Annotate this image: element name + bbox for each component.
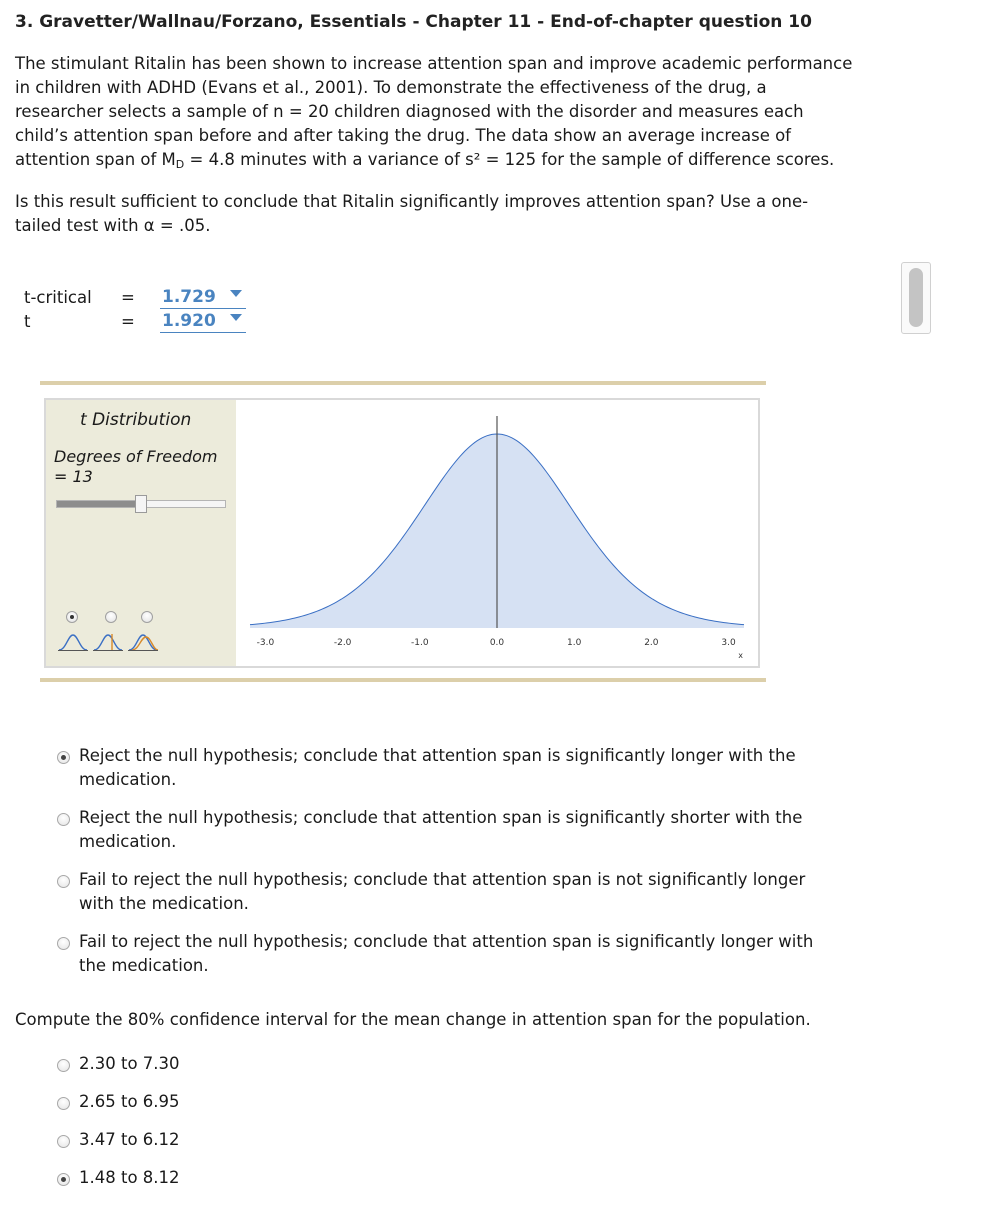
ci-option-radio[interactable]: [57, 1135, 70, 1148]
view-radio-normal[interactable]: [66, 611, 78, 623]
x-axis-ticks: [257, 638, 744, 660]
question-title: 3. Gravetter/Wallnau/Forzano, Essentials - Chapter 11 - End-of-chapter question 10: [15, 12, 812, 32]
ci-option-radio[interactable]: [57, 1097, 70, 1110]
question-line: The stimulant Ritalin has been shown to increase attention span and improve academic performance: [15, 54, 853, 73]
compare-curves-icon[interactable]: [93, 632, 123, 652]
x-tick-label: 2.0: [644, 638, 659, 648]
ci-option-label[interactable]: 3.47 to 6.12: [79, 1130, 180, 1149]
question-line: in children with ADHD (Evans et al., 2001). To demonstrate the effectiveness of the drug, a: [15, 78, 767, 97]
ci-option-radio[interactable]: [57, 1059, 70, 1072]
widget-bottom-rule: [40, 678, 766, 682]
subscript-d: D: [175, 158, 185, 171]
option-line: Fail to reject the null hypothesis; conclude that attention span is significantly longer with: [79, 932, 814, 951]
hypothesis-option-label[interactable]: [79, 930, 813, 978]
df-label: Degrees of Freedom: [54, 447, 218, 466]
x-tick-label: -3.0: [256, 638, 275, 648]
question-line-part: = 4.8 minutes with a variance of s² = 125 for the sample of difference scores.: [184, 150, 835, 169]
t-value: 1.920: [162, 311, 216, 331]
hypothesis-option-label[interactable]: [79, 806, 802, 854]
widget-title: t Distribution: [80, 410, 192, 430]
equals-sign: =: [121, 288, 135, 307]
x-tick-label: -1.0: [411, 638, 429, 648]
t-distribution-widget: [44, 398, 760, 668]
df-slider-handle[interactable]: [135, 495, 147, 513]
question-line: [15, 148, 852, 177]
question-line-part: attention span of M: [15, 150, 176, 169]
hypothesis-option-label[interactable]: [79, 868, 805, 916]
x-tick-label: 3.0: [721, 638, 736, 648]
option-line: Reject the null hypothesis; conclude that attention span is significantly longer with the: [79, 746, 796, 765]
question-line: Is this result sufficient to conclude that Ritalin significantly improves attention span? Use a one-: [15, 192, 809, 211]
equals-sign: =: [121, 312, 135, 331]
scrollbar-thumb[interactable]: [909, 268, 923, 327]
x-tick-label: 0.0: [489, 638, 505, 648]
t-distribution-chart: [236, 400, 758, 666]
x-axis-label: x: [738, 651, 743, 660]
question-prompt: [15, 190, 808, 238]
t-critical-label: t-critical: [24, 288, 92, 307]
hypothesis-option-radio[interactable]: [57, 937, 70, 950]
df-value: = 13: [54, 467, 93, 486]
question-text: [15, 52, 852, 177]
overlay-curves-icon[interactable]: [128, 632, 158, 652]
hypothesis-option-label[interactable]: [79, 744, 796, 792]
normal-curve-icon[interactable]: [58, 632, 88, 652]
hypothesis-option-radio[interactable]: [57, 875, 70, 888]
ci-option-label[interactable]: 2.30 to 7.30: [79, 1054, 180, 1073]
option-line: Fail to reject the null hypothesis; conclude that attention span is not significantly longer: [79, 870, 806, 889]
degrees-of-freedom-label: [54, 447, 218, 487]
question-line: child’s attention span before and after taking the drug. The data show an average increase of: [15, 126, 791, 145]
question-line: researcher selects a sample of n = 20 children diagnosed with the disorder and measures each: [15, 102, 804, 121]
option-line: the medication.: [79, 956, 209, 975]
t-critical-value: 1.729: [162, 287, 216, 307]
widget-top-rule: [40, 381, 766, 385]
widget-control-panel: [46, 400, 236, 666]
option-line: Reject the null hypothesis; conclude that attention span is significantly shorter with the: [79, 808, 803, 827]
t-value-dropdown[interactable]: [160, 311, 246, 333]
dropdown-arrow-icon: [230, 290, 242, 297]
option-line: with the medication.: [79, 894, 249, 913]
option-line: medication.: [79, 770, 177, 789]
ci-option-label[interactable]: 2.65 to 6.95: [79, 1092, 180, 1111]
view-radio-overlay[interactable]: [141, 611, 153, 623]
ci-question: Compute the 80% confidence interval for the mean change in attention span for the population.: [15, 1010, 811, 1029]
hypothesis-option-radio[interactable]: [57, 813, 70, 826]
view-radio-compare[interactable]: [105, 611, 117, 623]
hypothesis-option-radio[interactable]: [57, 751, 70, 764]
dropdown-arrow-icon: [230, 314, 242, 321]
x-tick-label: -2.0: [333, 638, 352, 648]
t-label: t: [24, 312, 31, 331]
ci-option-radio[interactable]: [57, 1173, 70, 1186]
option-line: medication.: [79, 832, 177, 851]
ci-option-label[interactable]: 1.48 to 8.12: [79, 1168, 180, 1187]
t-critical-dropdown[interactable]: [160, 287, 246, 309]
question-line: tailed test with α = .05.: [15, 216, 211, 235]
x-tick-label: 1.0: [567, 638, 582, 648]
df-slider-fill: [57, 501, 141, 507]
